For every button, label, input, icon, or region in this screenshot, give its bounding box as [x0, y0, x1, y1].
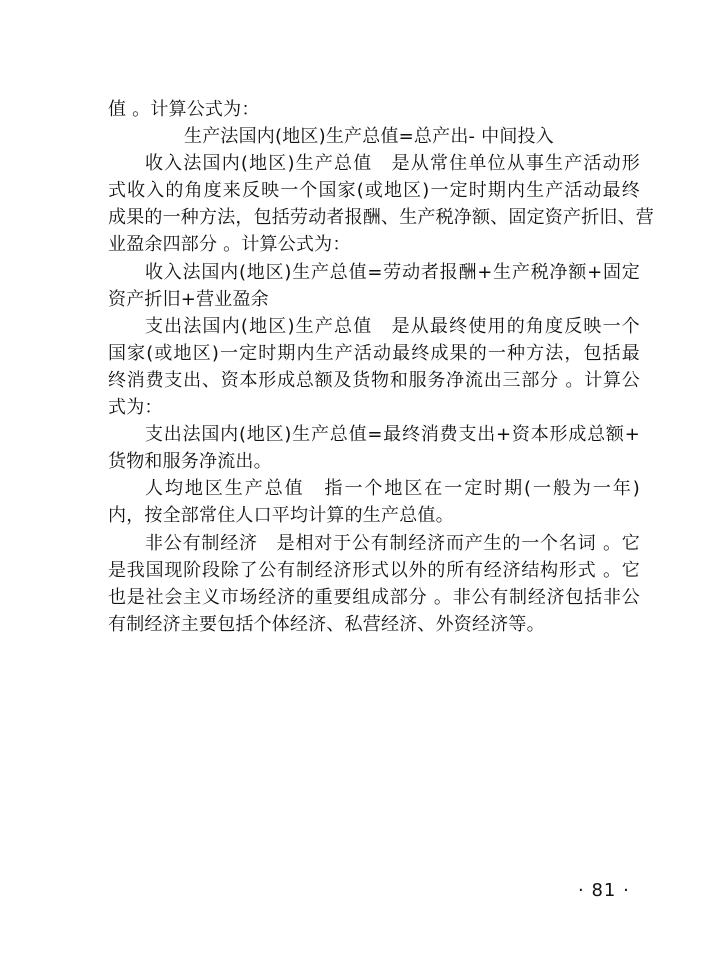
text-line: 非公有制经济 是相对于公有制经济而产生的一个名词 。它 [145, 532, 640, 554]
formula-expenditure-cont: 货物和服务净流出。 [108, 451, 272, 473]
text-line: 是我国现阶段除了公有制经济形式以外的所有经济结构形式 。它 [108, 559, 640, 581]
text-line: 支出法国内(地区)生产总值 是从最终使用的角度反映一个 [145, 315, 640, 337]
formula-income-cont: 资产折旧+营业盈余 [108, 288, 269, 310]
text-line: 人均地区生产总值 指一个地区在一定时期(一般为一年) [145, 478, 640, 500]
text-line: 值 。计算公式为： [108, 99, 260, 120]
text-line: 国家(或地区)一定时期内生产活动最终成果的一种方法，包括最 [108, 342, 640, 364]
text-line: 也是社会主义市场经济的重要组成部分 。非公有制经济包括非公 [108, 586, 640, 608]
text-line: 成果的一种方法，包括劳动者报酬、生产税净额、固定资产折旧、营 [108, 207, 654, 229]
text-line: 式收入的角度来反映一个国家(或地区)一定时期内生产活动最终 [108, 180, 640, 202]
page-body [108, 96, 654, 638]
formula-income: 收入法国内(地区)生产总值=劳动者报酬+生产税净额+固定 [145, 261, 640, 283]
text-line: 式为： [108, 397, 163, 419]
text-line: 业盈余四部分 。计算公式为： [108, 234, 351, 256]
page-number: · 81 · [578, 880, 630, 901]
text-line: 内，按全部常住人口平均计算的生产总值。 [108, 505, 454, 527]
text-line: 终消费支出、资本形成总额及货物和服务净流出三部分 。计算公 [108, 369, 640, 391]
text-line: 有制经济主要包括个体经济、私营经济、外资经济等。 [108, 613, 545, 635]
formula-expenditure: 支出法国内(地区)生产总值=最终消费支出+资本形成总额+ [145, 424, 640, 446]
text-line: 收入法国内(地区)生产总值 是从常住单位从事生产活动形 [145, 153, 640, 175]
formula-production: 生产法国内(地区)生产总值=总产出- 中间投入 [184, 126, 554, 148]
